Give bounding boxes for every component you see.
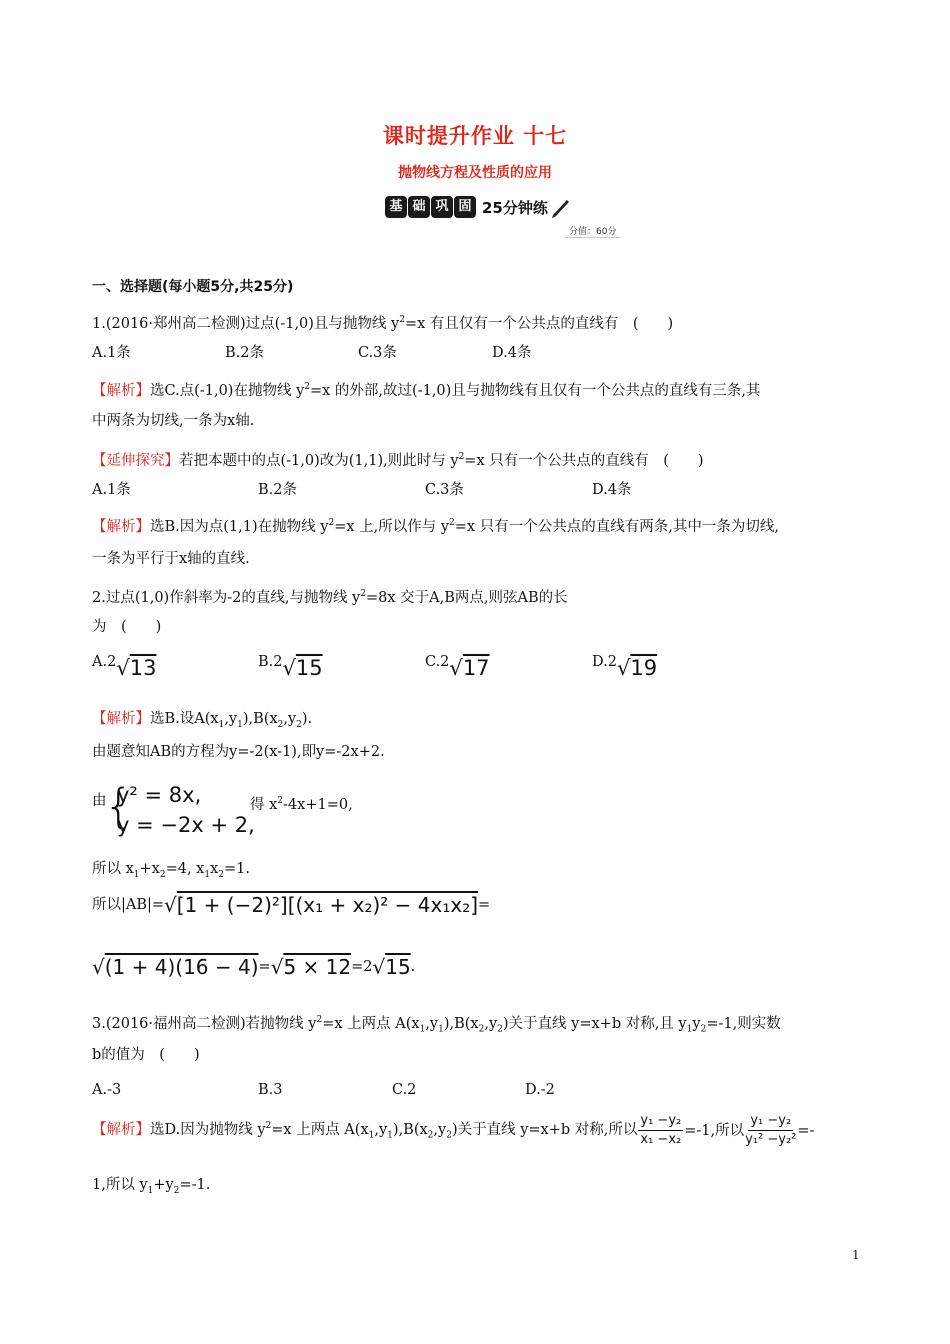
ext-solution-line2: 一条为平行于x轴的直线. <box>92 551 250 567</box>
q2-option-b: B.2 √15 <box>258 654 323 680</box>
banner-char: 础 <box>408 196 430 218</box>
solution-tag: 【解析】 <box>92 711 150 727</box>
ext-option-b: B.2条 <box>258 482 297 498</box>
q3-stem-line2: b的值为 ( ) <box>92 1047 200 1063</box>
ext-solution: 【解析】选B.因为点(1,1)在抛物线 $y^2=x$ 上,所以作与 $y^2=x$ 只有一个公共点的直线有两条,其中一条为切线, <box>92 518 779 535</box>
chord-length-line: 所以|AB|= √[1 + (−2)²][(x₁ + x₂)² − 4x₁x₂] = <box>92 893 491 917</box>
system-result: 得 $x^2-4x+1=0$, <box>250 796 353 813</box>
q3-solution: 【解析】选D.因为抛物线 $y^2=x$ 上两点 $A(x_1,y_1),B(x_2,y_2)$关于直线 y=x+b 对称,所以 $\frac{\text{y₁ −y₂}}{\text{x₁ −x₂}}$ =-1,所以 $\frac{\text{y₁ −y₂}}{\text{y₁² −y₂²}}$ =- <box>92 1113 815 1147</box>
system-eq2: y = −2x + 2, <box>117 813 255 837</box>
fraction-1: $\frac{\text{y₁ −y₂}}{\text{x₁ −x₂}}$ <box>640 1113 682 1147</box>
q1-option-a: A.1条 <box>92 345 131 361</box>
banner-char: 巩 <box>431 196 453 218</box>
score-label: 分值：60分 <box>565 224 620 238</box>
banner-time: 25分钟练 <box>482 198 548 217</box>
extension-tag: 【延伸探究】 <box>92 452 179 469</box>
system-prefix: 由 <box>92 793 107 809</box>
fraction-2: $\frac{\text{y₁ −y₂}}{\text{y₁² −y₂²}}$ <box>745 1113 797 1147</box>
solution-tag: 【解析】 <box>92 518 150 535</box>
vieta-line: 所以 $x_1+x_2=4$, $x_1x_2=1$. <box>92 861 251 880</box>
chord-calc-line: √(1 + 4)(16 − 4) = √5 × 12 =2 √15 . <box>92 955 416 979</box>
q1-option-c: C.3条 <box>358 345 397 361</box>
q2-option-d: D.2 √19 <box>592 654 658 680</box>
q3-solution-line2: 1,所以 $y_1+y_2=-1$. <box>92 1177 211 1196</box>
q1-option-b: B.2条 <box>225 345 264 361</box>
page-subtitle: 抛物线方程及性质的应用 <box>398 165 552 181</box>
page-number: 1 <box>852 1248 860 1262</box>
q3-option-d: D.-2 <box>525 1082 555 1098</box>
solution-tag: 【解析】 <box>92 382 150 399</box>
q2-line-equation: 由题意知AB的方程为y=-2(x-1),即y=-2x+2. <box>92 744 385 760</box>
ext-option-a: A.1条 <box>92 482 131 498</box>
q1-solution-line2: 中两条为切线,一条为x轴. <box>92 413 255 429</box>
system-brace: { <box>104 779 134 833</box>
q1-option-d: D.4条 <box>492 345 532 361</box>
solution-tag: 【解析】 <box>92 1121 150 1138</box>
q3-option-a: A.-3 <box>92 1082 122 1098</box>
q3-option-b: B.3 <box>258 1082 283 1098</box>
q2-option-c: C.2 √17 <box>425 654 490 680</box>
q2-stem: 2.过点(1,0)作斜率为-2的直线,与抛物线 $y^2=8x$ 交于A,B两点,则弦AB的长 <box>92 589 568 606</box>
section-banner <box>385 195 572 219</box>
ext-option-d: D.4条 <box>592 482 632 498</box>
q3-option-c: C.2 <box>392 1082 417 1098</box>
q2-solution: 【解析】选B.设$A(x_1,y_1),B(x_2,y_2)$. <box>92 711 313 730</box>
pen-icon <box>550 196 572 218</box>
q1-solution: 【解析】选C.点(-1,0)在抛物线 $y^2=x$ 的外部,故过(-1,0)且与抛物线有且仅有一个公共点的直线有三条,其 <box>92 382 761 399</box>
q3-stem: 3.(2016·福州高二检测)若抛物线 $y^2=x$ 上两点 $A(x_1,y_1),B(x_2,y_2)$关于直线 y=x+b 对称,且 $y_1y_2=-1$,则实数 <box>92 1015 781 1035</box>
section-heading: 一、选择题(每小题5分,共25分) <box>92 279 294 295</box>
banner-char: 固 <box>454 196 476 218</box>
system-eq1: y² = 8x, <box>117 783 202 807</box>
banner-char: 基 <box>385 196 407 218</box>
ext-option-c: C.3条 <box>425 482 464 498</box>
q2-stem-line2: 为 ( ) <box>92 619 162 635</box>
q1-stem: 1.(2016·郑州高二检测)过点(-1,0)且与抛物线 $y^2=x$ 有且仅有一个公共点的直线有 ( ) <box>92 315 674 332</box>
q1-extension: 【延伸探究】若把本题中的点(-1,0)改为(1,1),则此时与 $y^2=x$ 只有一个公共点的直线有 ( ) <box>92 452 704 469</box>
q2-option-a: A.2 √13 <box>92 654 157 680</box>
page-title: 课时提升作业 十七 <box>382 124 568 148</box>
